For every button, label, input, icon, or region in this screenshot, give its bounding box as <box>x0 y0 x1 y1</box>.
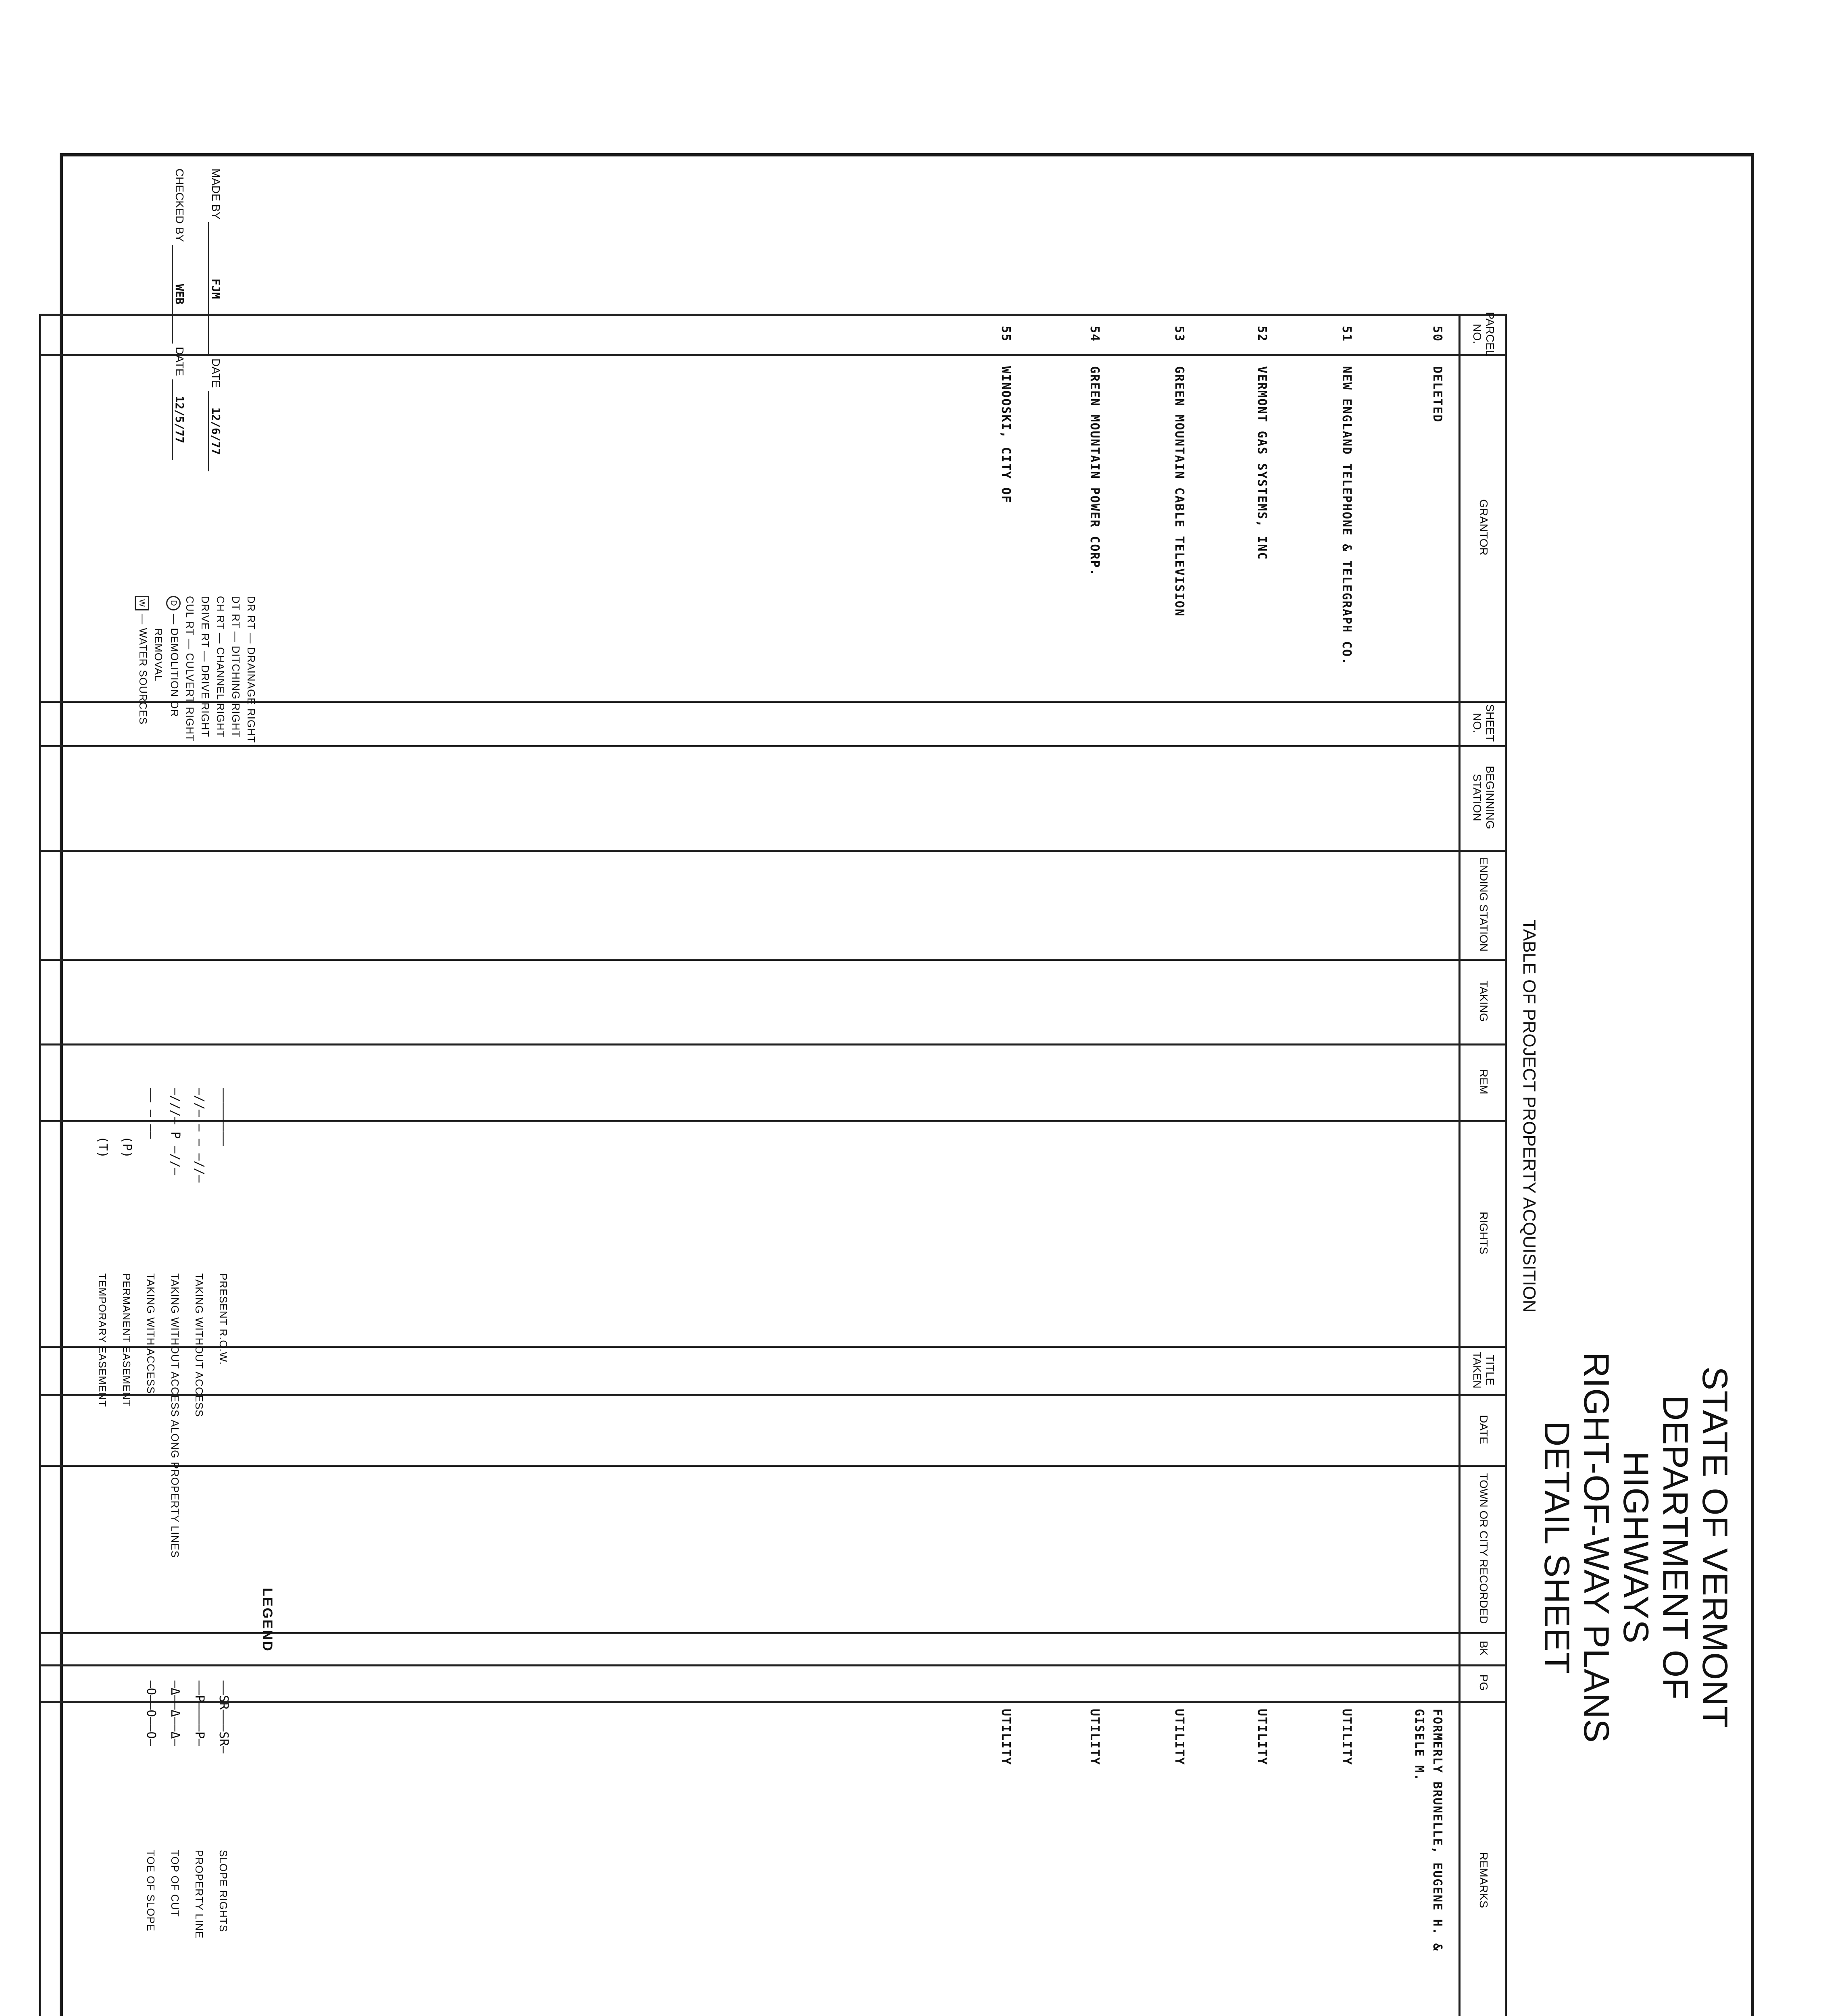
grantor: VERMONT GAS SYSTEMS, INC <box>1255 366 1269 560</box>
col-header-sheet-no: SHEET NO. <box>1471 704 1497 742</box>
checked-date-label: DATE <box>173 347 186 376</box>
grantor: DELETED <box>1430 366 1444 423</box>
title-line-2: DEPARTMENT OF HIGHWAYS <box>1616 1395 1696 1700</box>
remarks: UTILITY <box>1340 1709 1354 1766</box>
made-date-value: 12/6/77 <box>209 407 223 455</box>
legend-item: ——P————P—PROPERTY LINE <box>192 1681 206 1939</box>
legend-item: ——SR———SR—SLOPE RIGHTS <box>217 1681 231 1933</box>
checked-by-value: WEB <box>173 284 186 305</box>
col-header-town-recorded: TOWN OR CITY RECORDED <box>1477 1473 1490 1624</box>
made-by-label: MADE BY <box>210 169 222 219</box>
sheet-title <box>1537 1326 1735 1769</box>
legend-item: (T)TEMPORARY EASEMENT <box>96 1136 110 1407</box>
remarks: FORMERLY BRUNELLE, EUGENE H. & <box>1430 1709 1444 1951</box>
legend-item: (P)PERMANENT EASEMENT <box>120 1136 134 1407</box>
remarks: UTILITY <box>1172 1709 1186 1766</box>
parcel-no: 53 <box>1172 326 1186 342</box>
checked-date-value: 12/5/77 <box>173 396 186 444</box>
parcel-no: 52 <box>1255 326 1269 342</box>
title-line-4: DETAIL SHEET <box>1537 1420 1577 1674</box>
col-divider <box>39 701 1507 703</box>
legend-item: —//— – – —//—TAKING WITHOUT ACCESS <box>192 1088 206 1417</box>
title-line-3: RIGHT-OF-WAY PLANS <box>1577 1352 1617 1743</box>
legend-item: —///— P —//—TAKING WITHOUT ACCESS ALONG PROPERTY LINES <box>168 1088 182 1558</box>
legend-item: ————————PRESENT R.O.W. <box>217 1088 231 1365</box>
demolition-circle-icon: D <box>166 596 181 610</box>
abbrev-drive: DRIVE RT — DRIVE RIGHT <box>199 596 211 737</box>
rotated-sheet <box>63 156 1751 2016</box>
col-divider <box>39 1346 1507 1348</box>
grantor: GREEN MOUNTAIN POWER CORP. <box>1088 366 1102 577</box>
abbrev-removal: REMOVAL <box>152 628 165 682</box>
parcel-no: 54 <box>1088 326 1102 342</box>
acquisition-table-title: TABLE OF PROJECT PROPERTY ACQUISITION <box>1519 919 1539 1313</box>
col-header-parcel: PARCEL NO. <box>1471 312 1497 356</box>
legend-item: —O——O——O—TOE OF SLOPE <box>144 1681 158 1932</box>
legend-item: —— — ——TAKING WITH ACCESS <box>144 1088 158 1394</box>
legend-right <box>138 1681 235 1939</box>
parcel-no: 50 <box>1430 326 1444 342</box>
abbrev-ditching: DT RT — DITCHING RIGHT <box>230 596 242 738</box>
water-square-icon: W <box>135 596 149 610</box>
col-divider <box>39 850 1507 852</box>
abbrev-culvert: CUL RT — CULVERT RIGHT <box>184 596 196 742</box>
remarks: UTILITY <box>1255 1709 1269 1766</box>
made-date-label: DATE <box>210 358 222 388</box>
parcel-no: 55 <box>999 326 1013 342</box>
abbrev-water: W — WATER SOURCES <box>135 596 151 743</box>
made-by-value: FJM <box>209 279 223 299</box>
checked-by-label: CHECKED BY <box>173 169 186 242</box>
col-divider <box>39 1043 1507 1045</box>
title-line-1: STATE OF VERMONT <box>1695 1366 1735 1729</box>
legend-item: —Δ——Δ——Δ—TOP OF CUT <box>168 1681 182 1917</box>
sheet-border <box>60 153 1754 2016</box>
col-header-title-taken: TITLE TAKEN <box>1471 1352 1497 1389</box>
abbreviation-list <box>135 596 259 743</box>
remarks: UTILITY <box>1088 1709 1102 1766</box>
legend-left <box>90 1088 235 1558</box>
col-header-rights: RIGHTS <box>1477 1212 1490 1254</box>
remarks-cont: GISELE M. <box>1412 1709 1426 1782</box>
col-divider <box>39 1664 1507 1666</box>
col-header-bk: BK <box>1477 1641 1490 1656</box>
abbrev-demolition: D — DEMOLITION OR <box>166 596 182 743</box>
acquisition-table <box>39 314 1507 2016</box>
col-header-beginning-station: BEGINNING STATION <box>1471 766 1497 829</box>
col-divider <box>39 1465 1507 1467</box>
col-header-pg: PG <box>1477 1674 1490 1691</box>
checked-by-line <box>172 169 186 460</box>
col-divider <box>39 1394 1507 1396</box>
col-header-ending-station: ENDING STATION <box>1477 857 1490 952</box>
col-divider <box>39 1701 1507 1703</box>
abbrev-channel: CH RT — CHANNEL RIGHT <box>215 596 227 738</box>
col-header-grantor: GRANTOR <box>1477 499 1490 556</box>
grantor: WINOOSKI, CITY OF <box>999 366 1013 504</box>
made-by-line <box>208 169 223 471</box>
col-header-remarks: REMARKS <box>1477 1852 1490 1908</box>
grantor: GREEN MOUNTAIN CABLE TELEVISION <box>1172 366 1186 617</box>
remarks: UTILITY <box>999 1709 1013 1766</box>
col-header-rem: REM <box>1477 1069 1490 1095</box>
legend-title: LEGEND <box>260 1588 275 1652</box>
parcel-no: 51 <box>1340 326 1354 342</box>
col-divider <box>39 745 1507 747</box>
col-divider <box>39 959 1507 961</box>
col-divider <box>39 1120 1507 1122</box>
col-header-date: DATE <box>1477 1415 1490 1444</box>
abbrev-drainage: DR RT — DRAINAGE RIGHT <box>245 596 257 743</box>
grantor: NEW ENGLAND TELEPHONE & TELEGRAPH CO. <box>1340 366 1354 666</box>
col-header-taking: TAKING <box>1477 980 1490 1022</box>
col-divider <box>39 354 1507 356</box>
